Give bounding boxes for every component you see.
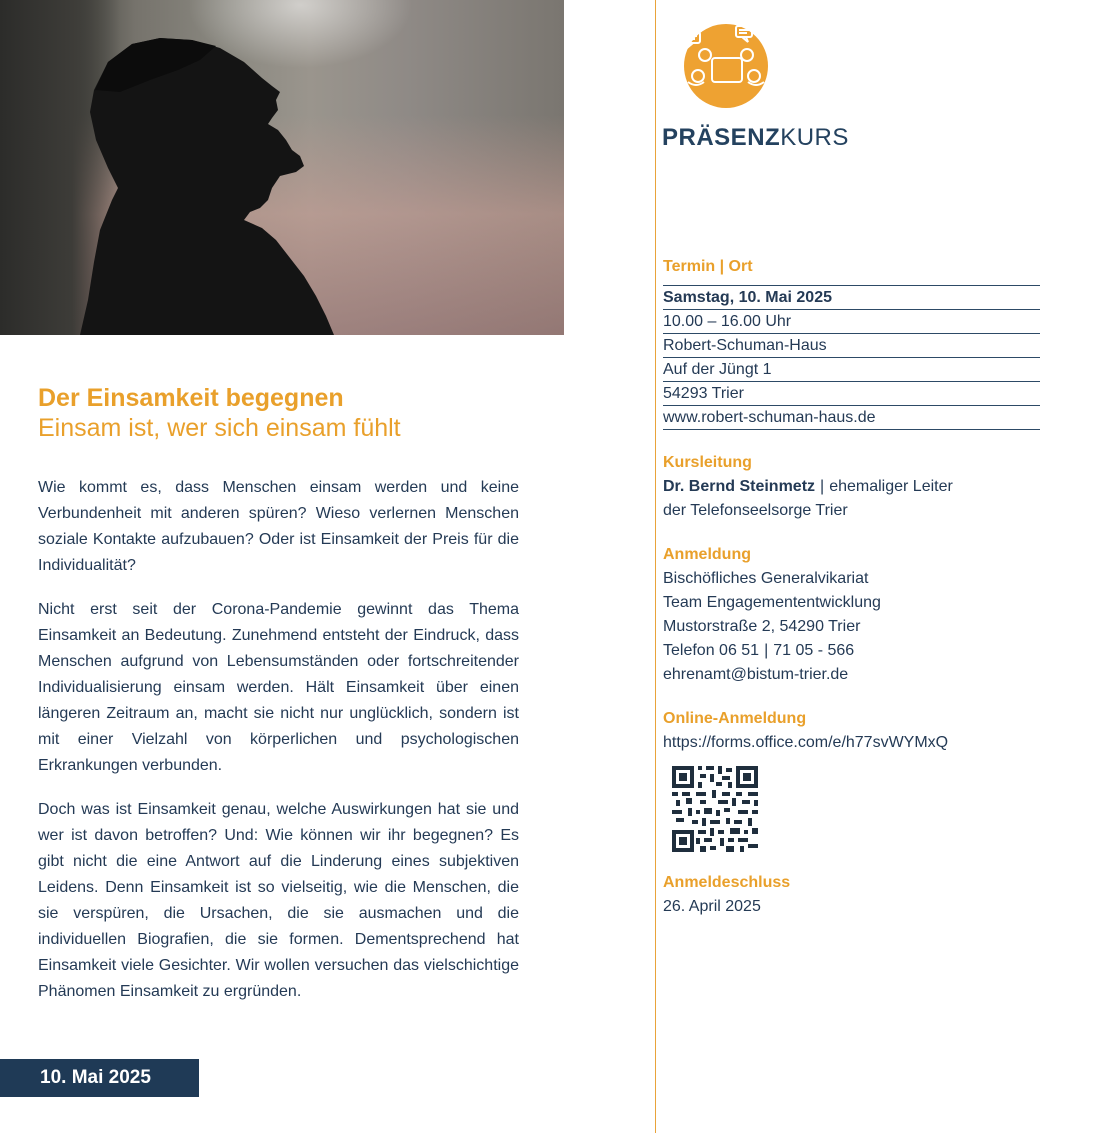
leader-role-line2: der Telefonseelsorge Trier <box>663 502 848 519</box>
deadline-title: Anmeldeschluss <box>663 874 791 891</box>
anmeldung-section <box>663 543 1040 687</box>
online-title: Online-Anmeldung <box>663 710 807 727</box>
qr-code[interactable] <box>672 766 758 857</box>
leader-role: ehemaliger Leiter <box>829 478 953 495</box>
phone-label: Telefon 06 51 <box>663 642 760 659</box>
logo-word-light: KURS <box>780 124 849 151</box>
termin-date: Samstag, 10. Mai 2025 <box>663 285 1040 310</box>
anmeldung-org: Bischöfliches Generalvikariat <box>663 570 869 587</box>
online-url-link[interactable]: https://forms.office.com/e/h77svWYMxQ <box>663 734 949 751</box>
termin-time: 10.00 – 16.00 Uhr <box>663 310 1040 334</box>
paragraph: Wie kommt es, dass Menschen einsam werden und keine Verbundenheit mit anderen spüren? Wieso verlernen Menschen soziale Kontakte aufzubauen? Oder ist Einsamkeit der Preis für die Individualität? <box>38 479 519 574</box>
meeting-icon <box>662 18 774 118</box>
anmeldung-address: Mustorstraße 2, 54290 Trier <box>663 618 861 635</box>
online-section <box>663 707 1040 755</box>
termin-section <box>663 255 1040 430</box>
deadline-section <box>663 871 1040 919</box>
termin-title: Termin | Ort <box>663 258 753 275</box>
kursleitung-title: Kursleitung <box>663 454 752 471</box>
article-body <box>38 475 519 1023</box>
qr-code-icon <box>672 766 758 852</box>
hero-photo <box>0 0 564 335</box>
article-subtitle: Einsam ist, wer sich einsam fühlt <box>38 414 401 442</box>
termin-city: 54293 Trier <box>663 382 1040 406</box>
leader-name: Dr. Bernd Steinmetz <box>663 478 816 495</box>
logo-word-bold: PRÄSENZ <box>662 124 781 151</box>
kursleitung-section <box>663 451 1040 523</box>
date-badge: 10. Mai 2025 <box>0 1059 199 1097</box>
anmeldung-phone <box>663 639 1040 663</box>
termin-street: Auf der Jüngt 1 <box>663 358 1040 382</box>
anmeldung-team: Team Engagemententwicklung <box>663 594 881 611</box>
phone-number: 71 05 - 566 <box>773 642 855 659</box>
separator: | <box>820 478 825 495</box>
article-title: Der Einsamkeit begegnen <box>38 384 344 412</box>
logo-wordmark <box>662 124 849 152</box>
termin-venue: Robert-Schuman-Haus <box>663 334 1040 358</box>
anmeldung-email-link[interactable]: ehrenamt@bistum-trier.de <box>663 666 849 683</box>
deadline-date: 26. April 2025 <box>663 898 761 915</box>
course-logo <box>662 18 774 123</box>
paragraph: Doch was ist Einsamkeit genau, welche Auswirkungen hat sie und wer ist davon betroffen? Und: Wie können wir ihr begegnen? Es gibt nicht die eine Antwort auf die Linderung eines subjektiven Leidens. Denn Einsamkeit ist so vielseitig, wie die Menschen, die sie verspüren, die Ursachen, die sie ausmachen und die individuellen Biografien, die sie formen. Dementsprechend hat Einsamkeit viele Gesichter. Wir wollen versuchen das vielschichtige Phänomen Einsamkeit zu ergründen. <box>38 801 519 1000</box>
silhouette-figure <box>0 0 564 335</box>
paragraph: Nicht erst seit der Corona-Pandemie gewinnt das Thema Einsamkeit an Bedeutung. Zunehmend entsteht der Eindruck, dass Menschen aufgrund von Lebensumständen oder fortschreitender Individualisierung einsam werden. Hält Einsamkeit über einen längeren Zeitraum an, macht sie nicht nur unglücklich, sondern ist mit einer Vielzahl von körperlichen und psychologischen Erkrankungen verbunden. <box>38 601 519 774</box>
phone-separator: | <box>764 642 769 659</box>
anmeldung-title: Anmeldung <box>663 546 751 563</box>
termin-website-link[interactable]: www.robert-schuman-haus.de <box>663 406 1040 430</box>
column-divider <box>655 0 656 1133</box>
